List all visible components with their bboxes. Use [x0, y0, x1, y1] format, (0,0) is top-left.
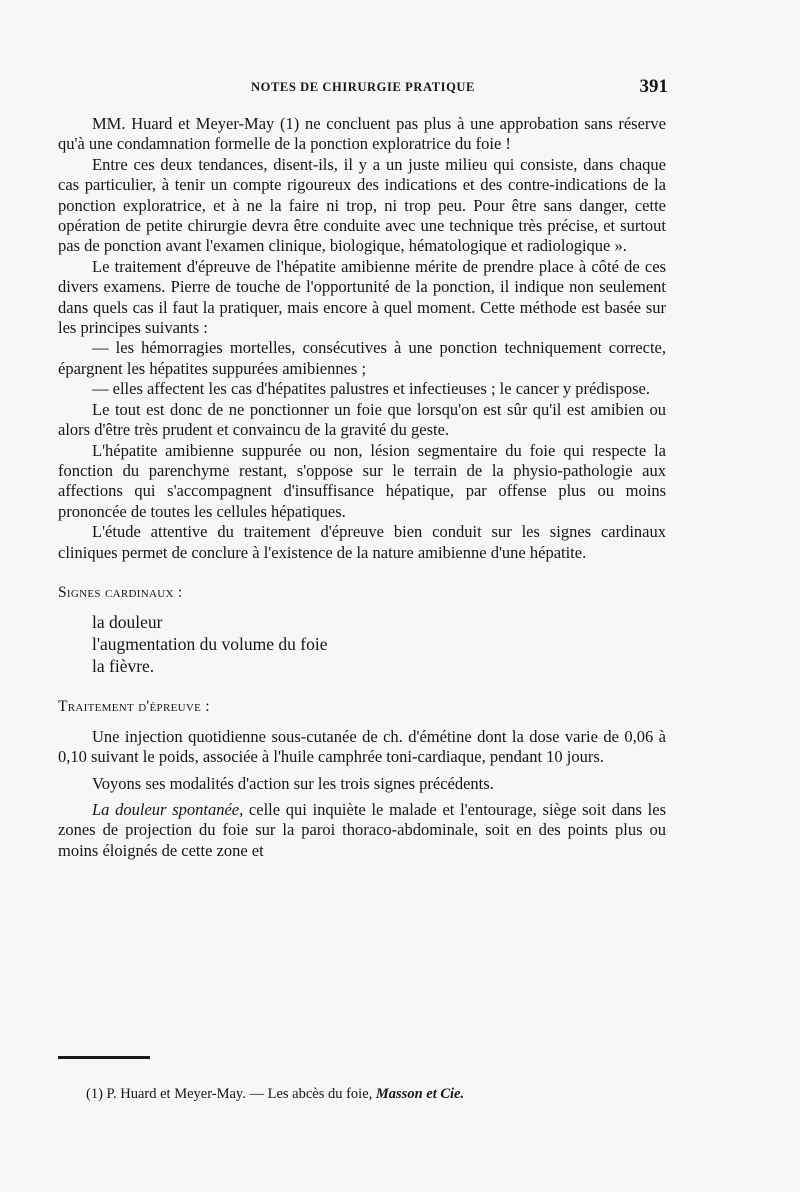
footnote-text: (1) P. Huard et Meyer-May. — Les abcès du foie,: [86, 1086, 376, 1102]
paragraph: Une injection quotidienne sous-cutanée de ch. d'émétine dont la dose varie de 0,06 à 0,10 suivant le poids, associée à l'huile camphrée toni-cardiaque, pendant 10 jours.: [58, 726, 666, 767]
footnote-divider: [58, 1056, 150, 1059]
section-heading-signs: [58, 582, 666, 603]
section-heading-treatment: [58, 696, 666, 717]
list-item: la fièvre.: [92, 656, 155, 677]
body-text: [58, 114, 666, 861]
list-item: la douleur: [92, 612, 163, 633]
paragraph: Voyons ses modalités d'action sur les trois signes précédents.: [92, 773, 494, 793]
section-heading-text: Signes cardinaux :: [58, 583, 183, 601]
signs-list: [58, 611, 666, 677]
list-item: l'augmentation du volume du foie: [92, 634, 328, 655]
section-heading-text: Traitement d'épreuve :: [58, 698, 210, 716]
italic-phrase: La douleur spontanée,: [92, 799, 244, 819]
paragraph: [58, 800, 666, 861]
footnote-publisher: Masson et Cie.: [375, 1086, 465, 1102]
paragraph: MM. Huard et Meyer-May (1) ne concluent pas plus à une approbation sans réserve qu'à une condamnation formelle de la ponction exploratrice du foie !: [58, 114, 666, 154]
paragraph: Le traitement d'épreuve de l'hépatite amibienne mérite de prendre place à côté de ces divers examens. Pierre de touche de l'opportunité de la ponction, il indique non seulement dans quels cas il faut la pratiquer, mais encore à quel moment. Cette méthode est basée sur les principes suivants :: [58, 256, 666, 338]
paragraph: Entre ces deux tendances, disent-ils, il y a un juste milieu qui consiste, dans chaque cas particulier, à tenir un compte rigoureux des indications et des contre-indications de la ponction exploratrice, et à ne la faire ni trop, ni trop peu. Pour être sans danger, cette opération de petite chirurgie devra être conduite avec une technique très précise, et surtout pas de ponction avant l'examen clinique, biologique, hématologique et radiologique ».: [58, 154, 666, 256]
page-header: [58, 76, 668, 100]
dash-item: — les hémorragies mortelles, consécutives à une ponction techniquement correcte, épargnent les hépatites suppurées amibiennes ;: [58, 338, 666, 378]
paragraph: L'hépatite amibienne suppurée ou non, lésion segmentaire du foie qui respecte la fonction du parenchyme restant, s'oppose sur le terrain de la physio-pathologie aux affections qui s'accompagnent d'insuffisance hépatique, par offense plus ou moins prononcée de toutes les cellules hépatiques.: [58, 440, 666, 521]
running-head: NOTES DE CHIRURGIE PRATIQUE: [251, 80, 475, 94]
paragraph: L'étude attentive du traitement d'épreuve bien conduit sur les signes cardinaux cliniques permet de conclure à l'existence de la nature amibienne d'une hépatite.: [58, 522, 666, 562]
page-number: 391: [639, 76, 668, 97]
paragraph: Le tout est donc de ne ponctionner un foie que lorsqu'on est sûr qu'il est amibien ou alors d'être très prudent et convaincu de la gravité du geste.: [58, 399, 666, 440]
dash-item: — elles affectent les cas d'hépatites palustres et infectieuses ; le cancer y prédispose.: [92, 379, 650, 399]
paragraph-continuation: celle qui inquiète le malade et l'entourage, siège soit dans les zones de projection du foie sur la paroi thoraco-abdominale, soit en des points plus ou moins éloignés de cette zone et: [58, 799, 666, 860]
footnote: [86, 1085, 666, 1103]
